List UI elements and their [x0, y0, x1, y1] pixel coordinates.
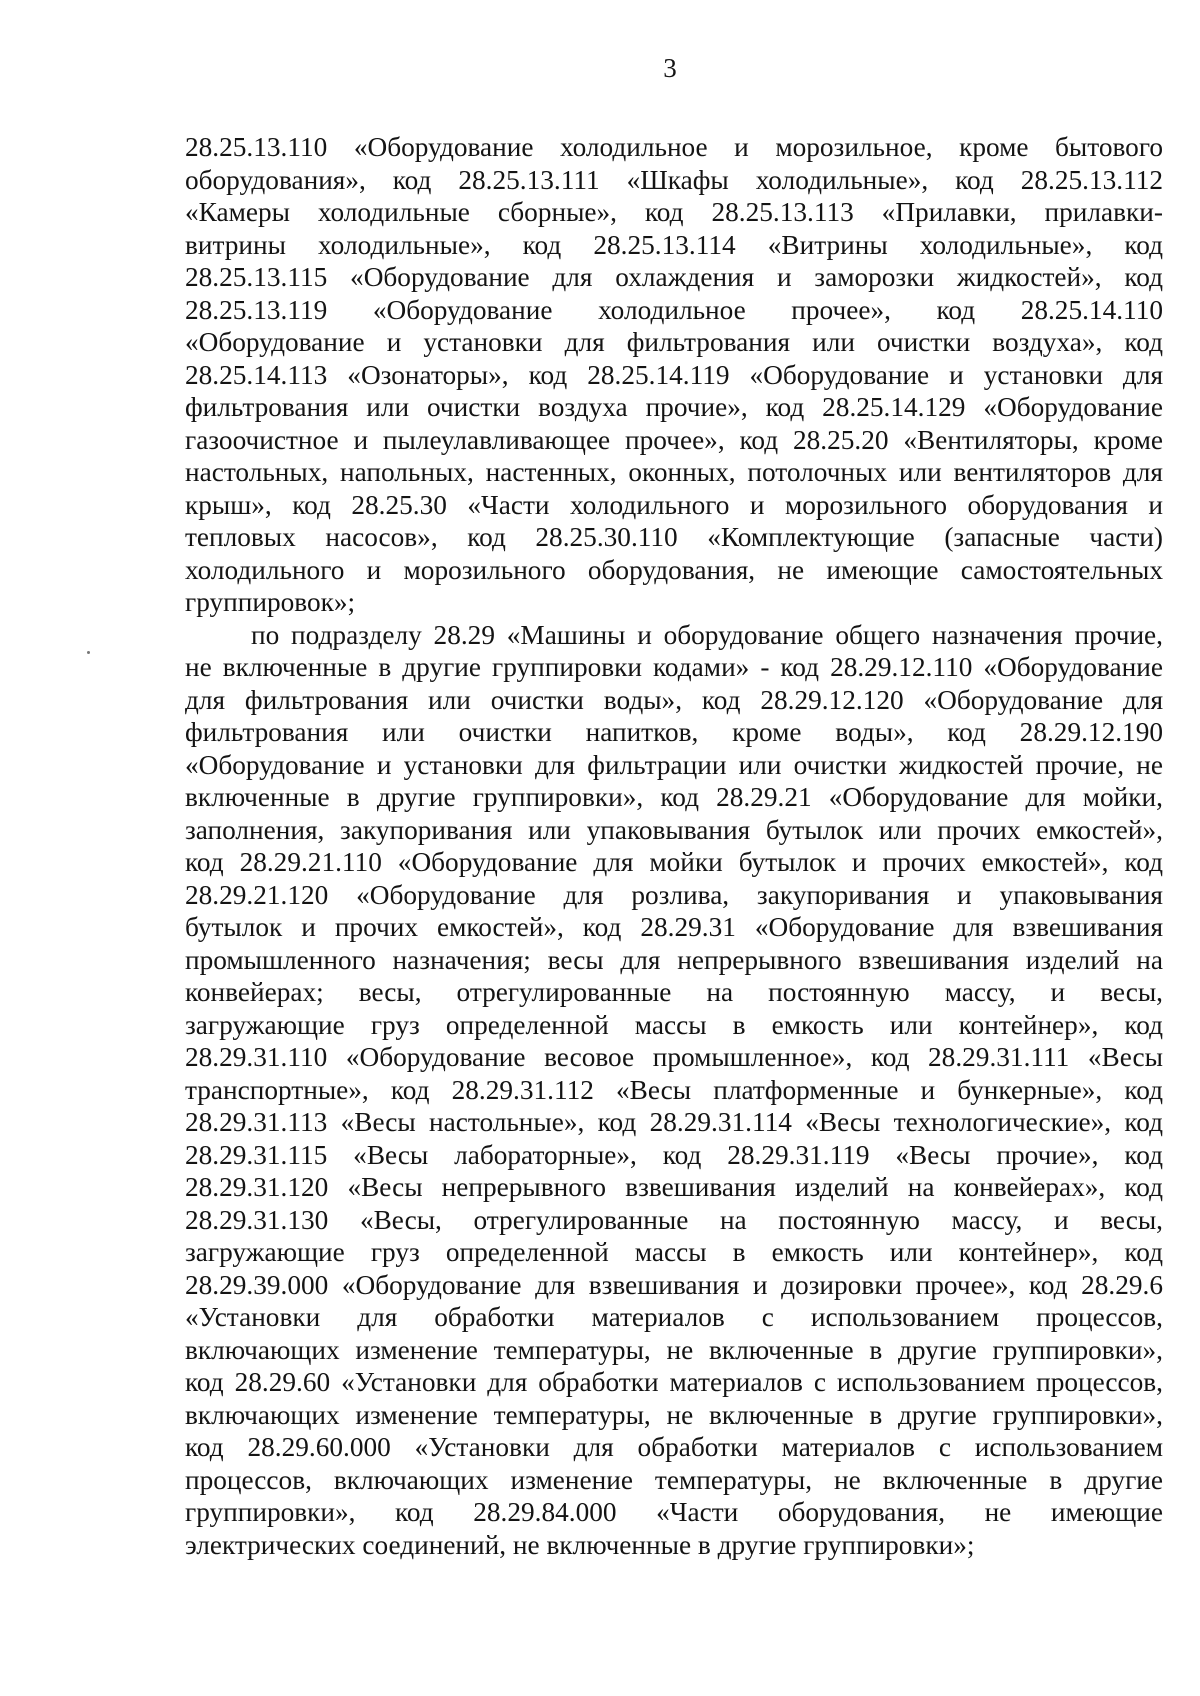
document-body: [185, 131, 1163, 1561]
text-line: фильтрования или очистки воздуха прочие», код 28.25.14.129 «Оборудование: [185, 392, 1163, 422]
text-line: витрины холодильные», код 28.25.13.114 «Витрины холодильные», код: [185, 229, 1163, 260]
text-line: процессов, включающих изменение температуры, не включенные в другие: [185, 1464, 1163, 1495]
text-line: «Камеры холодильные сборные», код 28.25.13.113 «Прилавки, прилавки-: [185, 197, 1163, 227]
text-line: тепловых насосов», код 28.25.30.110 «Комплектующие (запасные части): [185, 522, 1163, 552]
text-line: загружающие груз определенной массы в емкость или контейнер», код: [185, 1009, 1163, 1040]
text-line: 28.29.31.113 «Весы настольные», код 28.29.31.114 «Весы технологические», код: [185, 1107, 1163, 1137]
text-line: не включенные в другие группировки кодами» - код 28.29.12.110 «Оборудование: [185, 652, 1163, 682]
text-line: группировок»;: [185, 587, 356, 617]
text-line: промышленного назначения; весы для непрерывного взвешивания изделий на: [185, 944, 1163, 975]
text-line: 28.29.31.115 «Весы лабораторные», код 28.29.31.119 «Весы прочие», код: [185, 1139, 1163, 1170]
scan-speck: [87, 651, 90, 654]
text-line: включающих изменение температуры, не включенные в другие группировки»,: [185, 1334, 1163, 1365]
text-line: 28.29.31.110 «Оборудование весовое промышленное», код 28.29.31.111 «Весы: [185, 1042, 1163, 1072]
text-line: «Оборудование и установки для фильтрации или очистки жидкостей прочие, не: [185, 749, 1163, 780]
text-line: 28.25.14.113 «Озонаторы», код 28.25.14.119 «Оборудование и установки для: [185, 359, 1163, 390]
text-line: 28.29.21.120 «Оборудование для розлива, закупоривания и упаковывания: [185, 879, 1163, 910]
text-line: заполнения, закупоривания или упаковывания бутылок или прочих емкостей»,: [185, 814, 1163, 845]
text-line: «Оборудование и установки для фильтрования или очистки воздуха», код: [185, 327, 1163, 357]
text-line: конвейерах; весы, отрегулированные на постоянную массу, и весы,: [185, 977, 1163, 1007]
text-line: 28.29.39.000 «Оборудование для взвешивания и дозировки прочее», код 28.29.6: [185, 1269, 1163, 1300]
text-line: 28.25.13.110 «Оборудование холодильное и морозильное, кроме бытового: [185, 132, 1163, 162]
text-line: бутылок и прочих емкостей», код 28.29.31 «Оборудование для взвешивания: [185, 912, 1163, 942]
text-line: оборудования», код 28.25.13.111 «Шкафы холодильные», код 28.25.13.112: [185, 164, 1163, 195]
text-line: код 28.29.21.110 «Оборудование для мойки бутылок и прочих емкостей», код: [185, 847, 1163, 877]
text-line: фильтрования или очистки напитков, кроме воды», код 28.29.12.190: [185, 717, 1163, 747]
text-line: крыш», код 28.25.30 «Части холодильного и морозильного оборудования и: [185, 489, 1163, 520]
text-line: группировки», код 28.29.84.000 «Части оборудования, не имеющие: [185, 1497, 1163, 1527]
text-line: «Установки для обработки материалов с использованием процессов,: [185, 1302, 1163, 1332]
text-line: электрических соединений, не включенные в другие группировки»;: [185, 1529, 975, 1560]
text-line: транспортные», код 28.29.31.112 «Весы платформенные и бункерные», код: [185, 1074, 1163, 1105]
paragraph: [185, 131, 1163, 619]
text-line: по подразделу 28.29 «Машины и оборудование общего назначения прочие,: [251, 619, 1163, 650]
text-line: холодильного и морозильного оборудования, не имеющие самостоятельных: [185, 554, 1163, 585]
text-line: включенные в другие группировки», код 28.29.21 «Оборудование для мойки,: [185, 782, 1163, 812]
text-line: включающих изменение температуры, не включенные в другие группировки»,: [185, 1399, 1163, 1430]
text-line: код 28.29.60 «Установки для обработки материалов с использованием процессов,: [185, 1367, 1163, 1397]
text-line: 28.25.13.119 «Оборудование холодильное прочее», код 28.25.14.110: [185, 294, 1163, 325]
text-line: 28.29.31.120 «Весы непрерывного взвешивания изделий на конвейерах», код: [185, 1172, 1163, 1202]
text-line: для фильтрования или очистки воды», код 28.29.12.120 «Оборудование для: [185, 684, 1163, 715]
text-line: код 28.29.60.000 «Установки для обработки материалов с использованием: [185, 1432, 1163, 1462]
paragraph: [185, 619, 1163, 1562]
text-line: загружающие груз определенной массы в емкость или контейнер», код: [185, 1237, 1163, 1267]
text-line: 28.29.31.130 «Весы, отрегулированные на постоянную массу, и весы,: [185, 1204, 1163, 1235]
text-line: настольных, напольных, настенных, оконных, потолочных или вентиляторов для: [185, 457, 1163, 487]
text-line: 28.25.13.115 «Оборудование для охлаждения и заморозки жидкостей», код: [185, 262, 1163, 292]
page-number: 3: [663, 53, 677, 83]
text-line: газоочистное и пылеулавливающее прочее», код 28.25.20 «Вентиляторы, кроме: [185, 424, 1163, 455]
